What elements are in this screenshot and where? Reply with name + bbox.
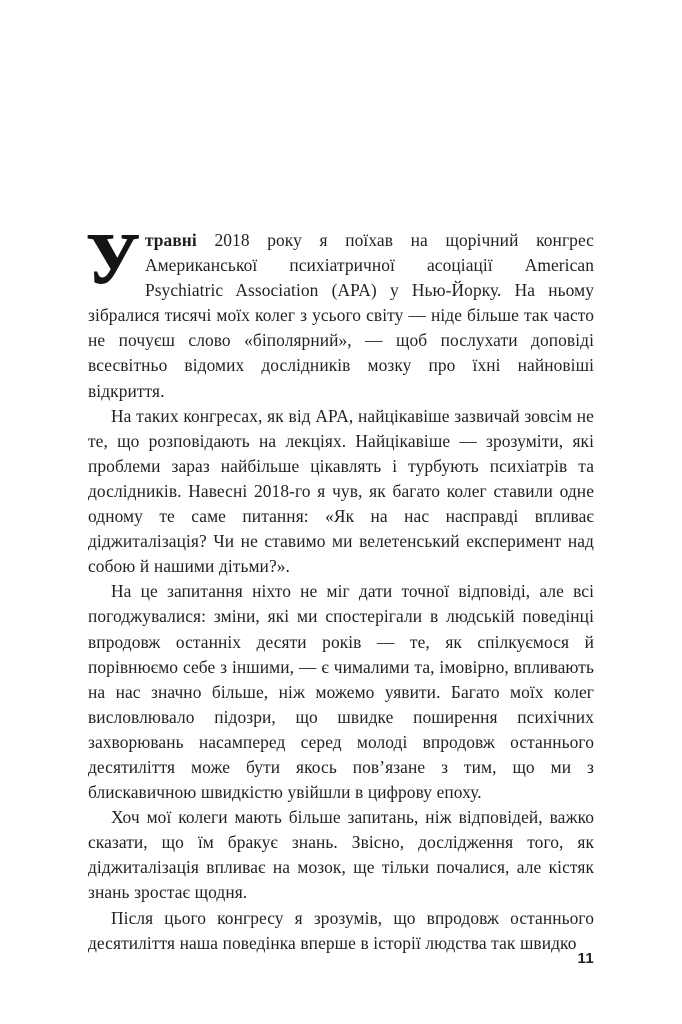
page-number: 11	[577, 950, 594, 967]
paragraph-1	[86, 219, 594, 404]
paragraph-3: На це запитання ніхто не міг дати точної відповіді, але всі погоджувалися: зміни, які ми спостерігали в людській поведінці впродовж останніх десяти років — те, як спілкуємося й порівнюємо себе з іншими, — є чималими та, імовірно, впливають на нас значно більше, ніж можемо уявити. Багато моїх колег висловлювало підозри, що швидке поширення психічних захворювань насамперед серед молоді впродовж останнього десятиліття може бути якось пов’язане з тим, що ми з блискавичною швидкістю увійшли в цифрову епоху.	[88, 581, 594, 803]
lead-bold-word: травні	[144, 230, 197, 250]
paragraph-1-text: 2018 року я поїхав на щорічний конгрес Американської психіатричної асоціації American Psychiatric Association (APA) у Нью-Йорку. На ньому зібралися тисячі моїх колег з усього світу — ніде більше так часто не почуєш слово «біполярний», — щоб послухати доповіді всесвітньо відомих дослідників мозку про їхні найновіші відкриття.	[88, 230, 594, 401]
paragraph-2: На таких конгресах, як від APA, найцікавіше зазвичай зовсім не те, що розповідають на лекціях. Найцікавіше — зрозуміти, які проблеми зараз найбільше цікавлять і турбують психіатрів та дослідників. Навесні 2018-го я чув, як багато колег ставили одне одному те саме питання: «Як на нас насправді впливає діджиталізація? Чи не ставимо ми велетенський експеримент над собою й нашими дітьми?».	[88, 405, 594, 577]
body-text-block	[86, 219, 594, 956]
paragraph-4: Хоч мої колеги мають більше запитань, ніж відповідей, важко сказати, що їм бракує знань. Звісно, дослідження того, як діджиталізація впливає на мозок, ще тільки почалися, але кістяк знань зростає щодня.	[88, 807, 594, 903]
paragraph-5: Після цього конгресу я зрозумів, що впродовж останнього десятиліття наша поведінка вперше в історії людства так швидко	[88, 907, 594, 953]
drop-cap-letter: У	[86, 219, 140, 299]
